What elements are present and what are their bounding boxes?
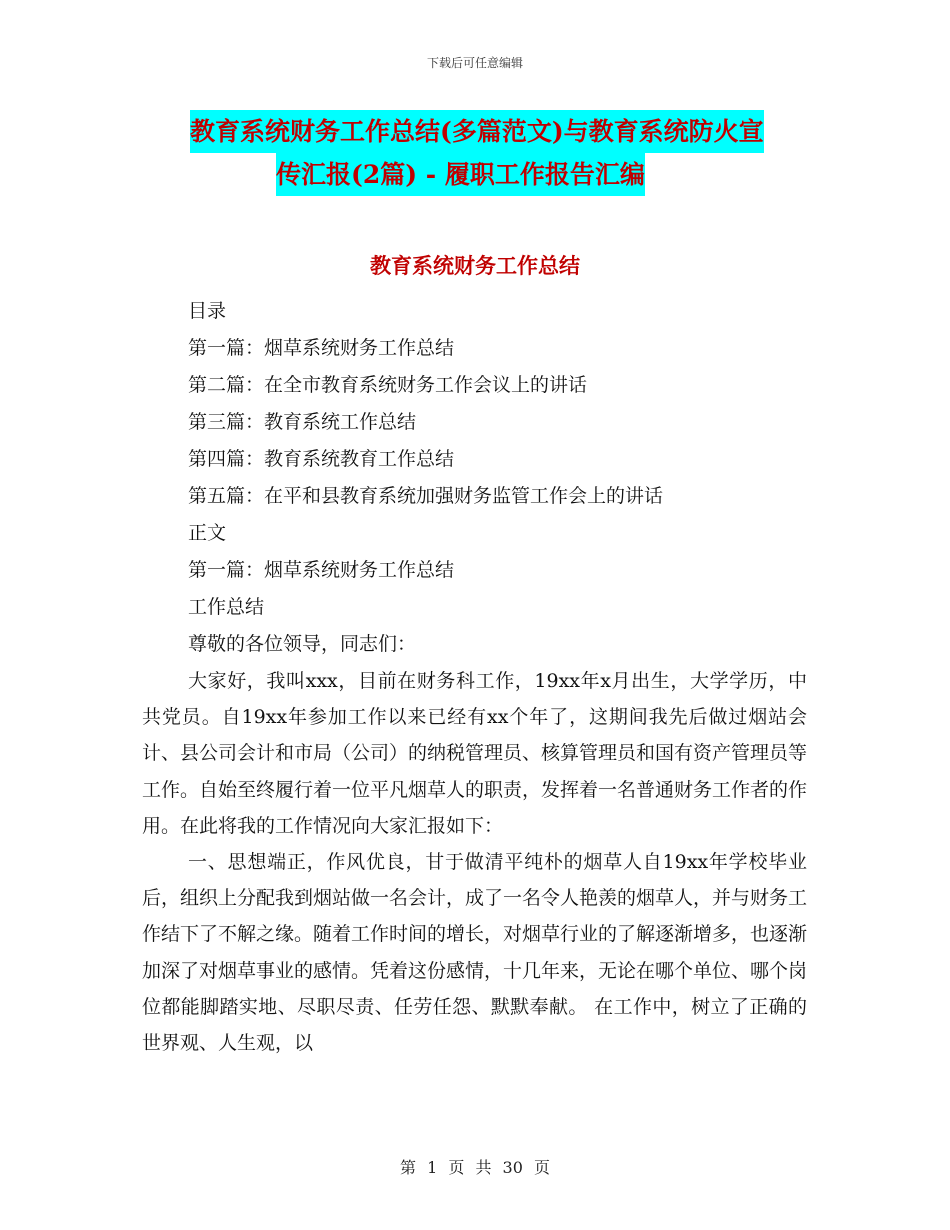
paragraph: 一、思想端正，作风优良，甘于做清平纯朴的烟草人自19xx年学校毕业后，组织上分配我到烟站做一名会计，成了一名令人艳羡的烟草人，并与财务工作结下了不解之缘。随着工作时间的增长，对烟草行业的了解逐渐增多，也逐渐加深了对烟草事业的感情。凭着这份感情，十几年来，无论在哪个单位、哪个岗位都能脚踏实地、尽职尽责、任劳任怨、默默奉献。 在工作中，树立了正确的世界观、人生观，以: [142, 851, 808, 1055]
document-title-line-1: 教育系统财务工作总结(多篇范文)与教育系统防火宣: [190, 110, 764, 153]
article-subtitle: 工作总结: [188, 596, 265, 618]
page-number-footer: 第 1 页 共 30 页: [400, 1158, 550, 1177]
document-title: [190, 110, 830, 196]
toc-item: 第一篇：烟草系统财务工作总结: [188, 337, 455, 359]
salutation: 尊敬的各位领导，同志们：: [188, 633, 417, 655]
toc-item: 第二篇：在全市教育系统财务工作会议上的讲话: [188, 374, 588, 396]
table-of-contents: [188, 293, 848, 663]
article-body: [142, 663, 807, 1061]
toc-item: 第三篇：教育系统工作总结: [188, 411, 417, 433]
toc-item: 第五篇：在平和县教育系统加强财务监管工作会上的讲话: [188, 485, 664, 507]
document-title-line-2: 传汇报(2篇) - 履职工作报告汇编: [276, 153, 645, 196]
toc-heading: 目录: [188, 300, 227, 322]
section-title: 教育系统财务工作总结: [370, 253, 580, 278]
header-note: 下载后可任意编辑: [426, 56, 523, 70]
toc-item: 第四篇：教育系统教育工作总结: [188, 448, 455, 470]
article-heading: 第一篇：烟草系统财务工作总结: [188, 559, 455, 581]
body-heading: 正文: [188, 522, 227, 544]
paragraph: 大家好，我叫xxx，目前在财务科工作，19xx年x月出生，大学学历，中共党员。自19xx年参加工作以来已经有xx个年了，这期间我先后做过烟站会计、县公司会计和市局（公司）的纳税管理员、核算管理员和国有资产管理员等工作。自始至终履行着一位平凡烟草人的职责，发挥着一名普通财务工作者的作用。在此将我的工作情况向大家汇报如下：: [142, 670, 808, 837]
